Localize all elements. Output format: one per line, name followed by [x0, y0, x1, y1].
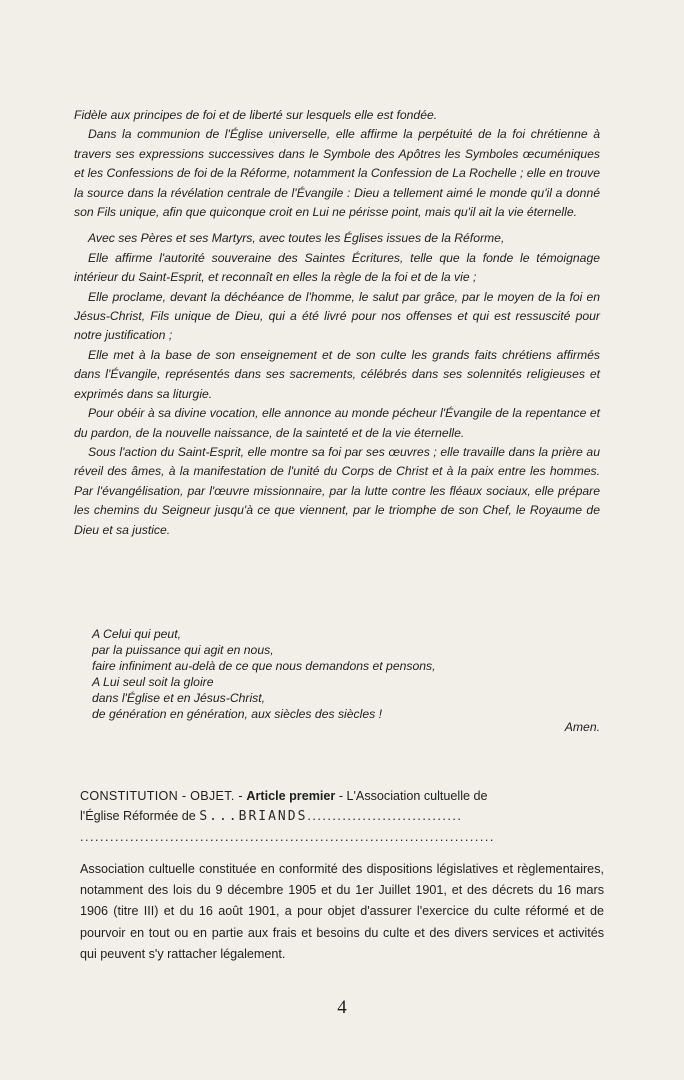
declaration-paragraph: Elle proclame, devant la déchéance de l'homme, le salut par grâce, par le moyen de la foi en Jésus-Christ, Fils unique de Dieu, qui a été livré pour nos offenses et qui est ressuscité pour notre justification ; — [74, 289, 600, 343]
declaration-of-faith — [74, 106, 600, 540]
declaration-paragraph: Avec ses Pères et ses Martyrs, avec toutes les Églises issues de la Réforme, — [88, 231, 505, 246]
amen: Amen. — [564, 720, 600, 734]
constitution-section — [80, 786, 604, 965]
church-name-line — [80, 806, 604, 827]
doxology-line: faire infiniment au-delà de ce que nous demandons et pensons, — [92, 659, 436, 673]
church-prefix: l'Église Réformée de — [80, 809, 196, 823]
doxology-line: par la puissance qui agit en nous, — [92, 643, 274, 657]
article-label: Article premier — [246, 789, 336, 803]
constitution-heading: CONSTITUTION - OBJET. - — [80, 789, 243, 803]
constitution-intro — [80, 786, 604, 806]
doxology-line: A Celui qui peut, — [92, 627, 181, 641]
fill-dots: ............................... — [307, 809, 463, 823]
declaration-paragraph: Elle met à la base de son enseignement et de son culte les grands faits chrétiens affirmés dans l'Évangile, représentés dans ses sacrements, célébrés dans ses solennités religieuses et exprimés dans sa liturgie. — [74, 347, 600, 401]
constitution-body: Association cultuelle constituée en conformité des dispositions législatives et règlementaires, notamment des lois du 9 décembre 1905 et du 1er Juillet 1901, et des décrets du 16 mars 1906 (titre III) et du 16 août 1901, a pour objet d'assurer l'exercice du culte réformé et de pourvoir en tout ou en partie aux frais et besoins du culte et des divers services et activités qui peuvent s'y rattacher légalement. — [80, 862, 604, 961]
declaration-paragraph: Dans la communion de l'Église universelle, elle affirme la perpétuité de la foi chrétienne à travers ses expressions successives dans le Symbole des Apôtres les Symboles œcuméniques et les Confessions de foi de la Réforme, notamment la Confession de La Rochelle ; elle en trouve la source dans la révélation centrale de l'Évangile : Dieu a tellement aimé le monde qu'il a donné son Fils unique, afin que quiconque croit en Lui ne périsse point, mais qu'il ait la vie éternelle. — [74, 127, 600, 220]
fill-dots-line: ................................................................................... — [80, 830, 495, 844]
constitution-intro-rest: - L'Association cultuelle de — [338, 789, 488, 803]
doxology-line: dans l'Église et en Jésus-Christ, — [92, 691, 266, 705]
doxology-line: A Lui seul soit la gloire — [92, 675, 214, 689]
handwritten-church-name: S...BRIANDS — [199, 809, 308, 824]
declaration-paragraph: Fidèle aux principes de foi et de liberté sur lesquels elle est fondée. — [74, 108, 438, 122]
declaration-paragraph: Sous l'action du Saint-Esprit, elle montre sa foi par ses œuvres ; elle travaille dans la prière au réveil des âmes, à la manifestation de l'unité du Corps de Christ et à la paix entre les hommes. Par l'évangélisation, par l'œuvre missionnaire, par la lutte contre les fléaux sociaux, elle prépare les chemins du Seigneur jusqu'à ce que viennent, par le triomphe de son Chef, le Royaume de Dieu et sa justice. — [74, 444, 600, 537]
declaration-paragraph: Elle affirme l'autorité souveraine des Saintes Écritures, telle que la fonde le témoignage intérieur du Saint-Esprit, et reconnaît en elles la règle de la foi et de la vie ; — [74, 250, 600, 285]
doxology — [92, 626, 602, 722]
page-number: 4 — [337, 997, 347, 1018]
doxology-line: de génération en génération, aux siècles des siècles ! — [92, 707, 382, 721]
declaration-paragraph: Pour obéir à sa divine vocation, elle annonce au monde pécheur l'Évangile de la repentance et du pardon, de la nouvelle naissance, de la sainteté et de la vie éternelle. — [74, 406, 600, 440]
